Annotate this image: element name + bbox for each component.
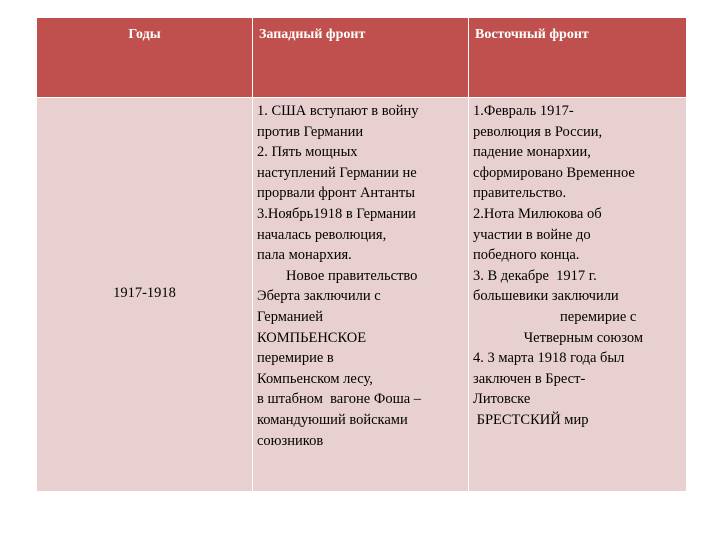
east-line: сформировано Временное [473,164,635,181]
west-line: командуюший войсками [257,411,408,428]
west-line: Новое правительство [257,267,418,284]
table-row [37,98,687,492]
west-line: перемирие в [257,350,334,367]
table-body [37,98,687,492]
east-line: Четверным союзом [473,329,644,346]
cell-western-front [253,98,469,492]
cell-years: 1917-1918 [37,98,253,492]
east-line: 1.Февраль 1917- [473,103,574,119]
east-line: большевики заключили [473,288,619,305]
west-line: наступлений Германии не [257,164,417,181]
west-line: 1. США вступают в войну [257,103,419,119]
west-line: 2. Пять мощных [257,144,358,161]
table-header [37,18,687,98]
header-eastern-front: Восточный фронт [469,18,687,98]
west-line: союзников [257,432,324,449]
east-line: победного конца. [473,247,580,264]
east-line: Литовске [473,391,531,408]
west-line: Эберта заключили с [257,288,381,305]
west-line: в штабном вагоне Фоша – [257,391,422,408]
east-line: 3. В декабре 1917 г. [473,267,597,284]
west-line: Германией [257,308,323,325]
history-table [36,17,687,492]
west-line: КОМПЬЕНСКОЕ [257,329,367,346]
east-line: БРЕСТСКИЙ мир [473,411,589,428]
header-western-front: Западный фронт [253,18,469,98]
east-line: 2.Нота Милюкова об [473,205,602,222]
east-line: правительство. [473,185,567,202]
west-line: прорвали фронт Антанты [257,185,415,202]
east-line: революция в России, [473,123,603,140]
east-line: участии в войне до [473,226,591,243]
cell-eastern-front [469,98,687,492]
east-line: заключен в Брест- [473,370,586,387]
east-line: перемирие с [473,308,637,325]
west-line: началась революция, [257,226,387,243]
east-line: 4. 3 марта 1918 года был [473,350,625,367]
header-years: Годы [37,18,253,98]
west-line: Компьенском лесу, [257,370,373,387]
west-line: против Германии [257,123,364,140]
west-line: 3.Ноябрь1918 в Германии [257,205,416,222]
west-line: пала монархия. [257,247,352,264]
header-row [37,18,687,98]
east-line: падение монархии, [473,144,591,161]
